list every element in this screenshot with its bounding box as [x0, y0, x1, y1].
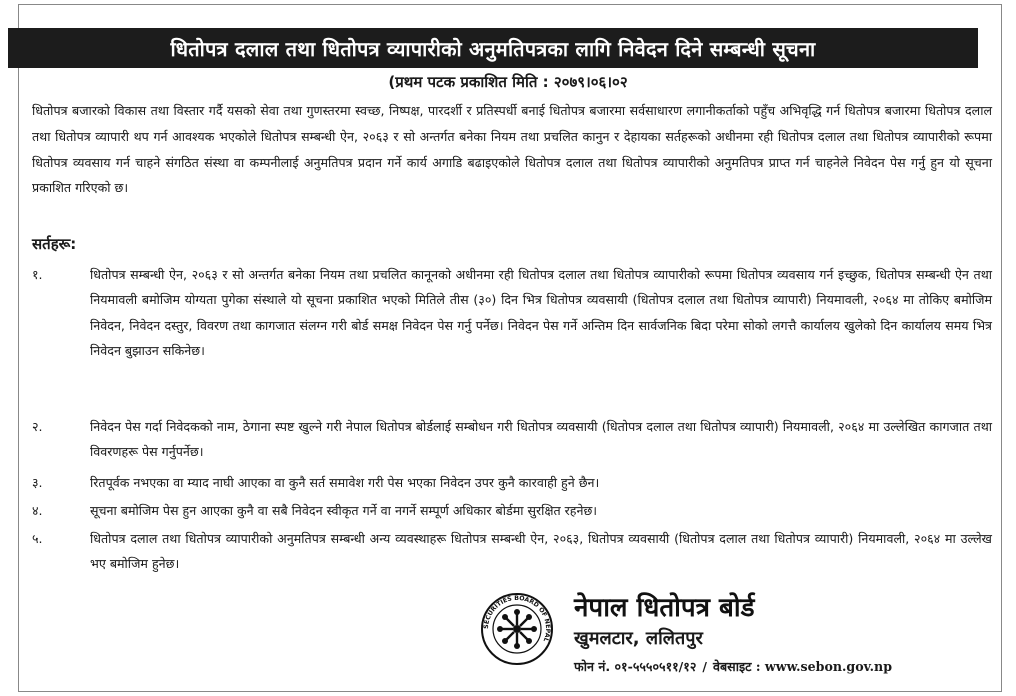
- condition-item: [32, 262, 992, 364]
- phone-number: फोन नं. ०१-५५५०५११/१२: [574, 659, 697, 674]
- condition-number: ३.: [32, 475, 43, 490]
- condition-text: धितोपत्र दलाल तथा धितोपत्र व्यापारीको अनुमतिपत्र सम्बन्धी अन्य व्यवस्थाहरू धितोपत्र सम्बन्धी ऐन, २०६३, धितोपत्र व्यवसायी (धितोपत्र दलाल तथा धितोपत्र व्यापारी) नियमावली, २०६४ मा उल्लेख भए बमोजिम हुनेछ।: [90, 531, 992, 572]
- condition-number: १.: [32, 267, 43, 282]
- website-link[interactable]: वेबसाइट : www.sebon.gov.np: [712, 659, 892, 674]
- condition-text: निवेदन पेस गर्दा निवेदकको नाम, ठेगाना स्पष्ट खुल्ने गरी नेपाल धितोपत्र बोर्डलाई सम्बोधन गरी धितोपत्र व्यवसायी (धितोपत्र दलाल तथा धितोपत्र व्यापारी) नियमावली, २०६४ मा उल्लेखित कागजात तथा विवरणहरू पेस गर्नुपर्नेछ।: [90, 419, 992, 460]
- conditions-heading: सर्तहरू:: [32, 235, 77, 253]
- condition-item: [32, 470, 992, 495]
- condition-item: [32, 414, 992, 465]
- organization-address: खुमलटार, ललितपुर: [574, 628, 703, 649]
- condition-item: [32, 526, 992, 577]
- notice-title: धितोपत्र दलाल तथा धितोपत्र व्यापारीको अनुमतिपत्रका लागि निवेदन दिने सम्बन्धी सूचना: [8, 28, 978, 68]
- contact-line: [574, 658, 892, 675]
- sebon-seal-icon: [480, 592, 554, 666]
- publication-date: (प्रथम पटक प्रकाशित मिति : २०७९।०६।०२: [388, 73, 628, 91]
- seal-text: SECURITIES BOARD OF NEPAL: [482, 594, 552, 643]
- condition-text: रितपूर्वक नभएका वा म्याद नाघी आएका वा कुनै सर्त समावेश गरी पेस भएका निवेदन उपर कुनै कारवाही हुने छैन।: [90, 475, 600, 490]
- contact-separator: /: [702, 659, 707, 674]
- condition-number: ५.: [32, 531, 43, 546]
- organization-name: नेपाल धितोपत्र बोर्ड: [574, 593, 755, 623]
- intro-paragraph: धितोपत्र बजारको विकास तथा विस्तार गर्दै यसको सेवा तथा गुणस्तरमा स्वच्छ, निष्पक्ष, पारदर्शी र प्रतिस्पर्धी बनाई धितोपत्र बजारमा सर्वसाधारण लगानीकर्ताको पहुँच अभिवृद्धि गर्न धितोपत्र बजारमा धितोपत्र दलाल तथा धितोपत्र व्यापारी थप गर्न आवश्यक भएकोले धितोपत्र सम्बन्धी ऐन, २०६३ र सो अन्तर्गत बनेका नियम तथा प्रचलित कानुन र देहायका सर्तहरूको अधीनमा रही धितोपत्र दलाल तथा धितोपत्र व्यापारीको रूपमा धितोपत्र व्यवसाय गर्न चाहने संगठित संस्था वा कम्पनीलाई अनुमतिपत्र प्रदान गर्ने कार्य अगाडि बढाइएकोले धितोपत्र दलाल तथा धितोपत्र व्यापारीको अनुमतिपत्र प्राप्त गर्न चाहनेले निवेदन पेस गर्नु हुन यो सूचना प्रकाशित गरिएको छ।: [32, 103, 992, 196]
- condition-number: २.: [32, 419, 43, 434]
- condition-item: [32, 498, 992, 523]
- condition-number: ४.: [32, 503, 43, 518]
- condition-text: धितोपत्र सम्बन्धी ऐन, २०६३ र सो अन्तर्गत बनेका नियम तथा प्रचलित कानूनको अधीनमा रही धितोपत्र दलाल तथा धितोपत्र व्यापारीको रूपमा धितोपत्र व्यवसाय गर्न इच्छुक, धितोपत्र सम्बन्धी ऐन तथा नियमावली बमोजिम योग्यता पुगेका संस्थाले यो सूचना प्रकाशित भएको मितिले तीस (३०) दिन भित्र धितोपत्र व्यवसायी (धितोपत्र दलाल तथा धितोपत्र व्यापारी) नियमावली, २०६४ मा तोकिए बमोजिम निवेदन, निवेदन दस्तुर, विवरण तथा कागजात संलग्न गरी बोर्ड समक्ष निवेदन पेस गर्नु पर्नेछ। निवेदन पेस गर्ने अन्तिम दिन सार्वजनिक बिदा परेमा सोको लगत्तै कार्यालय खुलेको दिन कार्यालय समय भित्र निवेदन बुझाउन सकिनेछ।: [90, 267, 992, 359]
- condition-text: सूचना बमोजिम पेस हुन आएका कुनै वा सबै निवेदन स्वीकृत गर्ने वा नगर्ने सम्पूर्ण अधिकार बोर्डमा सुरक्षित रहनेछ।: [90, 503, 598, 518]
- signature-block: [480, 586, 1000, 690]
